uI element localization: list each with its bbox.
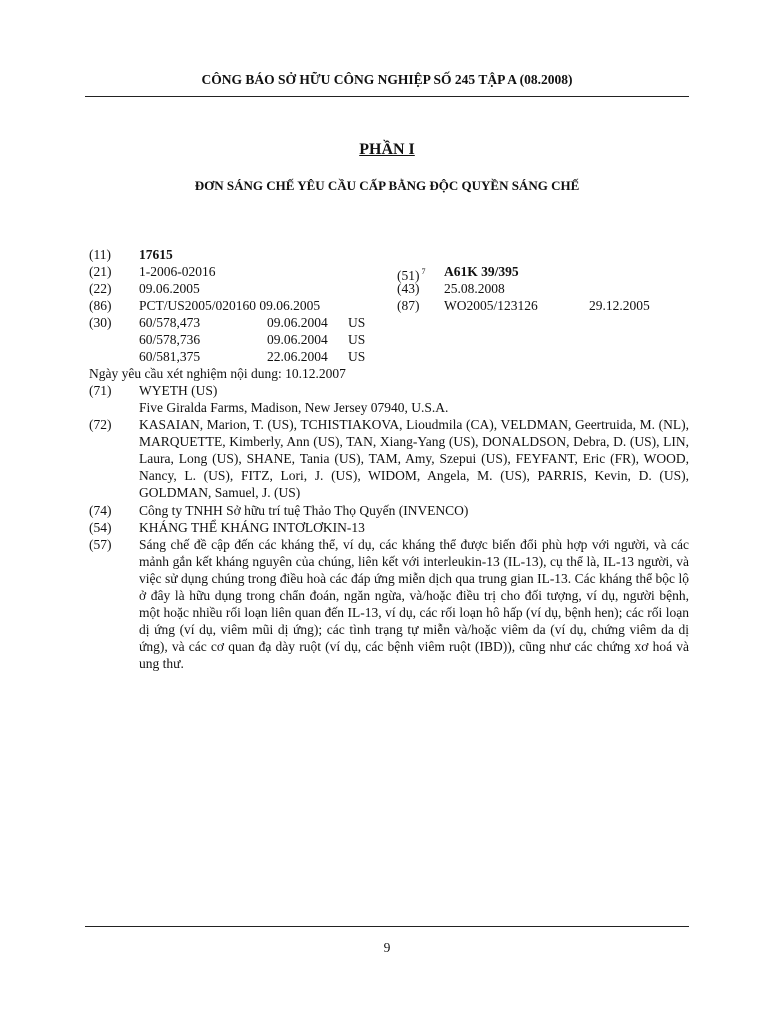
filing-date: 09.06.2005	[139, 281, 200, 296]
page-number: 9	[383, 940, 391, 955]
pct-application: PCT/US2005/020160 09.06.2005	[139, 298, 321, 313]
priority-row	[89, 314, 689, 331]
field-21-row	[89, 263, 689, 283]
field-code: (57)	[89, 537, 112, 552]
publication-number: 17615	[139, 247, 173, 262]
priority-country: US	[348, 349, 366, 364]
field-code: (74)	[89, 503, 112, 518]
applicant-name: WYETH (US)	[139, 383, 218, 398]
field-72-inventors	[89, 416, 689, 501]
priority-row	[89, 331, 689, 348]
pct-publication-date: 29.12.2005	[589, 298, 650, 313]
field-code: (86)	[89, 298, 112, 313]
part-subtitle: ĐƠN SÁNG CHẾ YÊU CẦU CẤP BẰNG ĐỘC QUYỀN SÁNG CHẾ	[194, 178, 580, 193]
pct-publication-number: WO2005/123126	[444, 298, 538, 313]
application-number: 1-2006-02016	[139, 264, 216, 279]
field-code: (72)	[89, 417, 112, 432]
field-57-abstract	[89, 536, 689, 672]
priority-date: 22.06.2004	[267, 349, 328, 364]
field-code: (11)	[89, 247, 111, 262]
gazette-header-title: CÔNG BÁO SỞ HỮU CÔNG NGHIỆP SỐ 245 TẬP A (08.2008)	[201, 72, 573, 87]
applicant-address: Five Giralda Farms, Madison, New Jersey 07940, U.S.A.	[139, 400, 449, 415]
field-22-row	[89, 280, 689, 297]
ipc-classification: A61K 39/395	[444, 264, 519, 279]
field-code: (21)	[89, 264, 112, 279]
inventors-list: KASAIAN, Marion, T. (US), TCHISTIAKOVA, Lioudmila (CA), VELDMAN, Geertruida, M. (NL), MARQUETTE, Kimberly, Ann (US), TAN, Xiang-Yang (US), DONALDSON, Debra, D. (US), LIN, Laura, Long (US), SHANE, Tania (US), TAM, Amy, Szepui (US), FEYFANT, Eric (FR), WOOD, Nancy, L. (US), FITZ, Lori, J. (US), WIDOM, Angela, M. (US), PARRIS, Kevin, D. (US), GOLDMAN, Samuel, J. (US)	[139, 417, 689, 500]
part-title: PHẦN I	[359, 141, 415, 158]
priority-number: 60/581,375	[139, 349, 201, 364]
priority-country: US	[348, 332, 366, 347]
priority-date: 09.06.2004	[267, 332, 328, 347]
abstract-text: Sáng chế đề cập đến các kháng thể, ví dụ, các kháng thể được biến đổi phù hợp với người, và các mảnh gắn kết kháng nguyên của chúng, liên kết với interleukin-13 (IL-13), cụ thể là, IL-13 người, và việc sử dụng chúng trong điều hoà các đáp ứng miễn dịch qua trung gian IL-13. Các kháng thể bộc lộ ở đây là hữu dụng trong chẩn đoán, ngăn ngừa, và/hoặc điều trị cho đối tượng, ví dụ, người bệnh, một hoặc nhiều rối loạn liên quan đến IL-13, ví dụ, các rối loạn hô hấp (ví dụ, bệnh hen); các rối loạn dị ứng (ví dụ, viêm mũi dị ứng); các tình trạng tự miễn và/hoặc viêm da (ví dụ, chứng viêm da dị ứng), và các cơ quan đạ dày ruột (ví dụ, các bệnh viêm ruột (IBD)), cũng như các chứng xơ hoá và ung thư.	[139, 537, 689, 671]
priority-country: US	[348, 315, 366, 330]
header-divider	[85, 96, 689, 97]
priority-date: 09.06.2004	[267, 315, 328, 330]
exam-request-date: Ngày yêu cầu xét nghiệm nội dung: 10.12.2007	[89, 366, 346, 381]
field-11-row	[89, 246, 689, 263]
field-86-row	[89, 297, 689, 314]
field-code: (51) $^7$	[397, 267, 426, 283]
field-74-agent	[89, 502, 689, 519]
field-code: (22)	[89, 281, 112, 296]
publication-date: 25.08.2008	[444, 281, 505, 296]
field-code: (43)	[397, 281, 420, 296]
priority-number: 60/578,473	[139, 315, 201, 330]
priority-row	[89, 348, 689, 365]
field-code: (54)	[89, 520, 112, 535]
field-71-applicant	[89, 382, 689, 416]
field-code: (87)	[397, 298, 420, 313]
field-code: (71)	[89, 383, 112, 398]
field-54-title	[89, 519, 689, 536]
field-code: (30)	[89, 315, 112, 330]
patent-record	[89, 246, 689, 672]
invention-title: KHÁNG THỂ KHÁNG INTƠLƠKIN-13	[139, 520, 365, 535]
footer-divider	[85, 926, 689, 927]
patent-agent: Công ty TNHH Sở hữu trí tuệ Thảo Thọ Quyến (INVENCO)	[139, 503, 469, 518]
priority-number: 60/578,736	[139, 332, 201, 347]
